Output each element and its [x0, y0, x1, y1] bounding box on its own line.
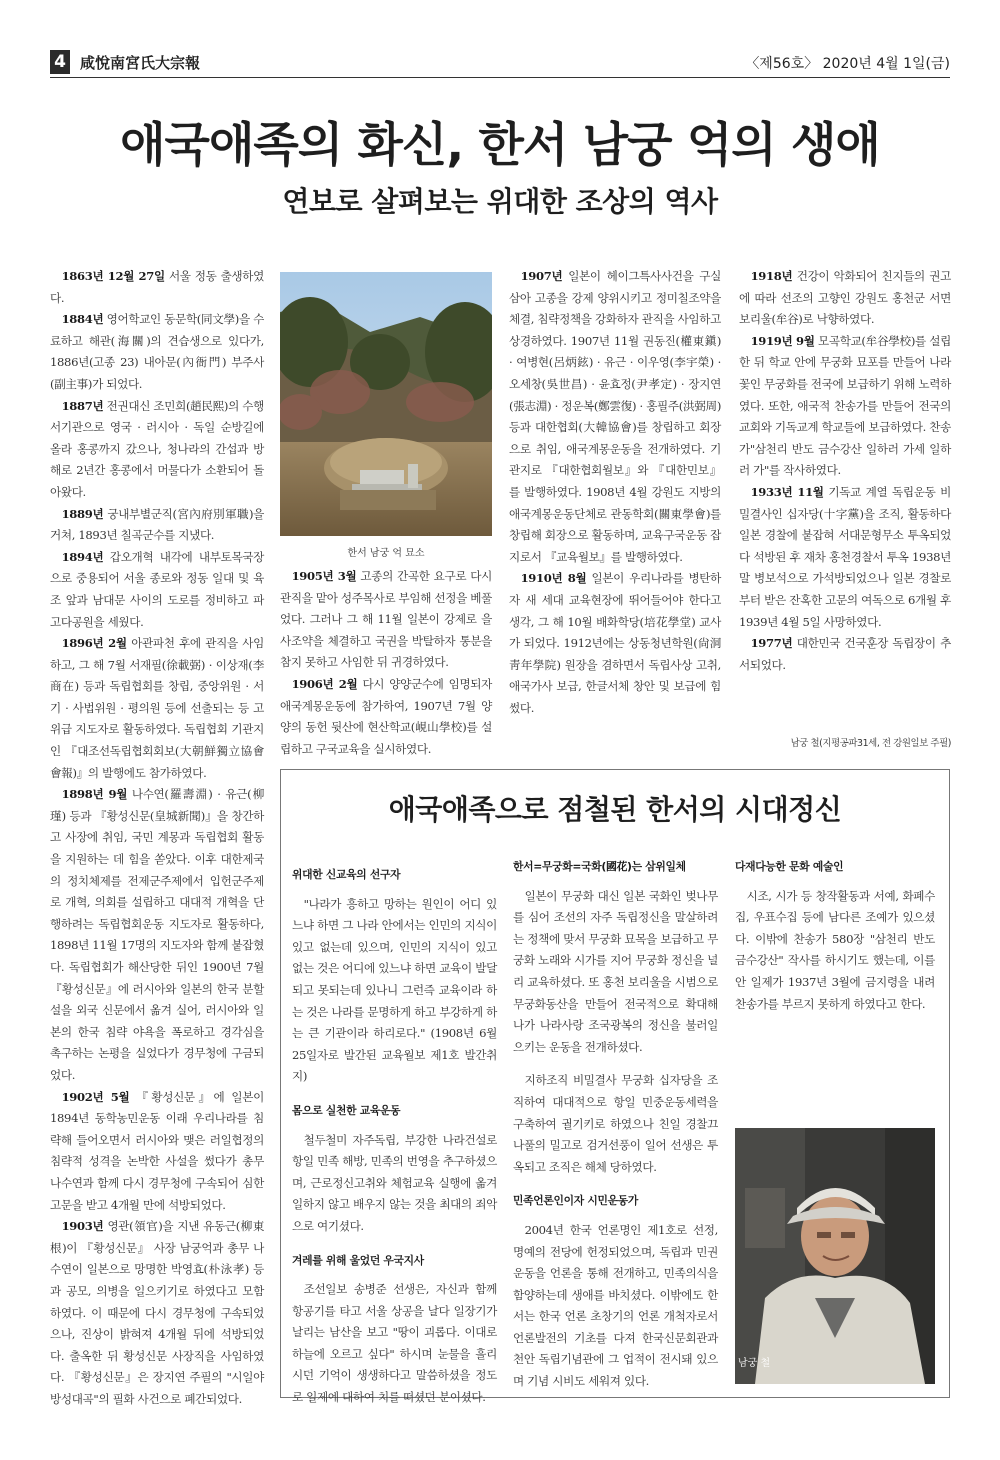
section-paragraph: 2004년 한국 언론명인 제1호로 선정, 명예의 전당에 헌정되었으며, 독립과 민권운동을 언론을 통해 전개하고, 민족의식을 함양하는데 생애를 바치셨다. 이밖에도 한서는 한국 언론 초창기의 언론 개척자로서 언론발전의 기초를 다져 한국신문회관과 천안 독립기념관에 그 업적이 전시돼 있으며 기념 시비도 세워져 있다. [513, 1222, 718, 1389]
timeline-entry [50, 547, 264, 633]
timeline-text: 아관파천 후에 관직을 사임하고, 그 해 7월 서재필(徐載弼) · 이상재(李商在) 등과 독립협회를 창립, 중앙위원 · 서기 · 사법위원 · 평의원 등에 선출되는 등 고위급 지도자로 활동하였다. 독립협회 기관지인 『대조선독립협회회보(大朝鮮獨立協會會報)』의 발행에도 참가하였다. [50, 636, 264, 780]
section-paragraph: 철두철미 자주독립, 부강한 나라건설로 항일 민족 해방, 민족의 번영을 추구하셨으며, 근로정신고취와 체험교육 실행에 옮겨 일하지 않고 배우지 않는 것을 최대의 죄악으로 여기셨다. [292, 1132, 497, 1233]
timeline-date: 1907년 [520, 269, 563, 283]
timeline-column-3 [509, 266, 721, 719]
page-number: 4 [50, 50, 70, 74]
headline-subtitle: 연보로 살펴보는 위대한 조상의 역사 [282, 185, 718, 218]
timeline-text: 고종의 간곡한 요구로 다시 관직을 맡아 성주목사로 부임해 선정을 베풀었다. 그러나 그 해 11월 일본이 강제로 을사조약을 체결하고 국권을 박탈하자 통분을 참지 못하고 사임한 뒤 귀경하였다. [280, 569, 492, 670]
section-heading: 다재다능한 문화 예술인 [735, 860, 844, 873]
timeline-text: 전권대신 조민희(趙民熙)의 수행서기관으로 영국 · 러시아 · 독일 순방길에 올라 홍콩까지 갔으나, 청나라의 간섭과 방해로 2년간 홍콩에서 머물다가 소환되어 돌아왔다. [50, 398, 264, 499]
section-paragraph: 시조, 시가 등 창작활동과 서예, 화폐수집, 우표수집 등에 남다른 조예가 있으셨다. 이밖에 찬송가 580장 "삼천리 반도 금수강산" 작사를 하시기도 했는데, 이를 안 일제가 1937년 3월에 금지령을 내려 찬송가를 부르지 못하게 하였다고 한다. [735, 888, 935, 1011]
timeline-text: 영어학교인 동문학(同文學)을 수료하고 해관(海關)의 견습생으로 있다가, 1886년(고종 23) 내아문(內衙門) 부주사(副主事)가 되었다. [50, 312, 264, 391]
timeline-text: 나수연(羅壽淵) · 유근(柳瑾) 등과 『황성신문(皇城新聞)』을 창간하고 사장에 취임, 국민 계몽과 독립협회 활동을 지원하는 데 힘을 쏟았다. 이후 대한제국의 정치체제를 전제군주제에서 입헌군주제로 개혁, 의회를 설립하고 대대적 개혁을 단행하려는 독립협회운동 지도자로 활동하다, 1898년 11월 17명의 지도자와 함께 붙잡혔다. 독립협회가 해산당한 뒤인 1900년 7월 『황성신문』에 러시아와 일본의 한국 분할 설을 외국 신문에서 옮겨 실어, 러시아와 일본의 한국 침략 야욕을 폭로하고 경각심을 촉구하는 논평을 실었다가 경무청에 구금되었다. [50, 787, 264, 1082]
timeline-date: 1903년 [61, 1219, 104, 1234]
timeline-entry [50, 396, 264, 504]
spirit-column-1 [292, 864, 497, 1421]
section-heading: 겨레를 위해 울었던 우국지사 [292, 1253, 424, 1267]
timeline-column-1 [50, 266, 264, 1410]
timeline-date: 1977년 [750, 636, 793, 651]
newspaper-name: 咸悅南宮氏大宗報 [80, 54, 201, 72]
timeline-date: 1919년 9월 [750, 333, 815, 348]
timeline-text: 서울 정동 출생하였다. [50, 269, 264, 305]
spirit-column-3 [735, 856, 935, 1027]
timeline-column-4 [739, 266, 951, 676]
timeline-text: 갑오개혁 내각에 내부토목국장으로 중용되어 서울 종로와 정동 일대 및 육조 앞과 남대문 사이의 도로를 정비하고 파고다공원을 세웠다. [50, 549, 264, 629]
byline: 남궁 철(지평공파31세, 전 강원일보 주필) [790, 738, 951, 749]
timeline-date: 1889년 [61, 506, 104, 521]
timeline-date: 1896년 2월 [61, 636, 127, 651]
timeline-entry [50, 784, 264, 1086]
timeline-text: 기독교 계열 독립운동 비밀결사인 십자당(十字黨)을 조직, 활동하다 일본 경찰에 붙잡혀 서대문형무소 투옥되었다 석방된 후 재차 홍천경찰서 투옥 1938년 말 병보석으로 가석방되었으나 일본 경찰로부터 받은 잔혹한 고문의 여독으로 6개월 후 1939년 4월 5일 사망하였다. [739, 484, 951, 629]
timeline-date: 1902년 5월 [61, 1089, 130, 1104]
timeline-text: 일본이 우리나라를 병탄하자 새 세대 교육현장에 뛰어들어야 한다고 생각, 그 해 10월 배화학당(培花學堂) 교사가 되었다. 1912년에는 상동청년학원(尙洞靑年學院) 원장을 겸하면서 독립사상 고취, 애국가사 보급, 한글서체 창안 및 보급에 힘썼다. [509, 571, 721, 715]
timeline-date: 1894년 [61, 549, 104, 564]
timeline-text: 영관(領官)을 지낸 유동근(柳東根)이 『황성신문』 사장 남궁억과 총무 나수연이 일본으로 망명한 박영효(朴泳孝) 등과 공모, 의병을 일으키기로 하였다고 모함하였다. 이 때문에 다시 경무청에 구속되었으나, 진상이 밝혀져 4개월 뒤에 석방되었다. 출옥한 뒤 황성신문 사장직을 사임하였다. 『황성신문』은 장지연 주필의 "시일야방성대곡"의 필화 사건으로 폐간되었다. [50, 1219, 264, 1406]
headline-title: 애국애족의 화신, 한서 남궁 억의 생애 [120, 118, 880, 173]
timeline-text: 다시 양양군수에 임명되자 애국계몽운동에 참가하여, 1907년 7월 양양의 동헌 뒷산에 현산학교(峴山學校)를 설립하고 구국교육을 실시하였다. [280, 676, 492, 756]
spirit-title: 애국애족으로 점철된 한서의 시대정신 [388, 793, 842, 826]
timeline-date: 1887년 [61, 398, 104, 413]
timeline-entry [50, 633, 264, 784]
timeline-date: 1863년 12월 27일 [61, 269, 165, 283]
timeline-text: 건강이 악화되어 친지들의 권고에 따라 선조의 고향인 강원도 홍천군 서면 보리울(牟谷)로 낙향하였다. [739, 269, 951, 327]
tomb-photo-caption: 한서 남궁 억 묘소 [347, 548, 425, 559]
timeline-entry [739, 331, 951, 482]
timeline-date: 1906년 2월 [291, 676, 358, 691]
timeline-date: 1918년 [750, 269, 793, 283]
section-paragraph: 일본이 무궁화 대신 일본 국화인 벚나무를 심어 조선의 자주 독립정신을 말살하려는 정책에 맞서 무궁화 묘목을 보급하고 무궁화 노래와 시가를 지어 무궁화 정신을 널리 교육하셨다. 또 홍천 보리울을 시범으로 무궁화동산을 만들어 전국적으로 확대해 나가 나라사랑 조국광복의 정신을 불러일으키는 운동을 전개하셨다. [513, 888, 718, 1054]
timeline-date: 1905년 3월 [291, 569, 357, 583]
section-paragraph: 지하조직 비밀결사 무궁화 십자당을 조직하여 대대적으로 항일 민중운동세력을 구축하여 궐기키로 하였으나 친일 경찰끄나풀의 밀고로 검거선풍이 일어 선생은 투옥되고 조직은 해체 당하였다. [513, 1073, 718, 1174]
timeline-date: 1910년 8월 [520, 571, 587, 586]
timeline-entry [50, 309, 264, 395]
header-rule [50, 77, 950, 78]
timeline-entry [280, 674, 492, 760]
timeline-column-2 [280, 566, 492, 760]
timeline-entry [50, 1087, 264, 1217]
spirit-column-2 [513, 856, 718, 1405]
timeline-entry [50, 504, 264, 547]
timeline-date: 1898년 9월 [61, 787, 128, 802]
portrait-photo [735, 1128, 935, 1384]
timeline-text: 대한민국 건국훈장 독립장이 추서되었다. [739, 636, 951, 672]
timeline-entry [509, 266, 721, 568]
timeline-date: 1933년 11월 [750, 484, 824, 499]
timeline-entry [50, 266, 264, 309]
section-heading: 한서=무궁화=국화(國花)는 삼위일체 [513, 860, 686, 873]
timeline-text: 모곡학교(牟谷學校)를 설립한 뒤 학교 안에 무궁화 묘포를 만들어 나라꽃인 무궁화를 전국에 보급하기 위해 노력하였다. 또한, 애국적 찬송가를 만들어 전국의 교회와 기독교계 학교들에 보급하였다. 찬송가"삼천리 반도 금수강산 일하러 가세 일하러 가"를 작사하였다. [739, 333, 951, 478]
timeline-entry [739, 266, 951, 331]
section-paragraph: "나라가 흥하고 망하는 원인이 어디 있느냐 하면 그 나라 안에서는 인민의 지식이 있고 없는데 있으며, 인민의 지식이 있고 없는 것은 어디에 있느냐 하면 교육이 발달되고 못되는데 있나니 그런즉 교육이라 하는 것은 나라를 문명하게 하고 부강하게 하는 큰 기관이라 하리로다." (1908년 6월 25일자로 발간된 교육월보 제1호 발간취지) [292, 896, 497, 1084]
timeline-text: 궁내부별군직(宮內府別軍職)을 거쳐, 1893년 칠곡군수를 지냈다. [50, 506, 264, 543]
timeline-text: 『황성신문』에 일본이 1894년 동학농민운동 이래 우리나라를 침략해 들어오면서 러시아와 맺은 러일협정의 침략적 성격을 논박한 사설을 썼다가 총무 나수연과 함께 다시 경무청에 구속되어 심한 고문을 받고 4개월 만에 석방되었다. [50, 1089, 264, 1212]
section-heading: 몸으로 실천한 교육운동 [292, 1103, 401, 1117]
tomb-photo [280, 272, 492, 536]
page-header [50, 50, 950, 74]
timeline-entry [50, 1216, 264, 1410]
section-heading: 위대한 신교육의 선구자 [292, 868, 401, 881]
portrait-photo-caption: 남궁 철 [738, 1358, 771, 1369]
issue-date: 〈제56호〉 2020년 4월 1일(금) [745, 56, 950, 72]
timeline-entry [739, 482, 951, 633]
timeline-entry [739, 633, 951, 676]
timeline-text: 일본이 헤이그특사사건을 구실삼아 고종을 강제 양위시키고 정미칠조약을 체결, 침략정책을 강화하자 관직을 사임하고 상경하였다. 1907년 11월 권동진(權東鎭) · 여병현(呂炳鉉) · 유근 · 이우영(李宇榮) · 오세창(吳世昌) · 윤효정(尹孝定) · 장지연(張志淵) · 정운복(鄭雲復) · 홍필주(洪弼周) 등과 대한협회(大韓協會)를 창립하고 회장으로 취임, 애국계몽운동을 전개하였다. 기관지로 『대한협회월보』와 『대한민보』를 발행하였다. 1908년 4월 강원도 지방의 애국계몽운동단체로 관동학회(關東學會)를 창립해 회장으로 활동하며, 교육구국운동 잡지로서 『교육월보』를 발행하였다. [509, 269, 721, 564]
section-heading: 민족언론인이자 시민운동가 [513, 1194, 639, 1208]
timeline-date: 1884년 [61, 312, 104, 327]
section-paragraph: 조선일보 송병준 선생은, 자신과 함께 항공기를 타고 서울 상공을 날다 일장기가 날리는 남산을 보고 "땅이 괴롭다. 이대로 하늘에 오르고 싶다" 하시며 눈물을 흘리시던 기억이 생생하다고 말씀하셨을 정도로 일제에 대하여 치를 떠셨던 분이셨다. [292, 1282, 497, 1405]
timeline-entry [280, 566, 492, 674]
timeline-entry [509, 568, 721, 719]
